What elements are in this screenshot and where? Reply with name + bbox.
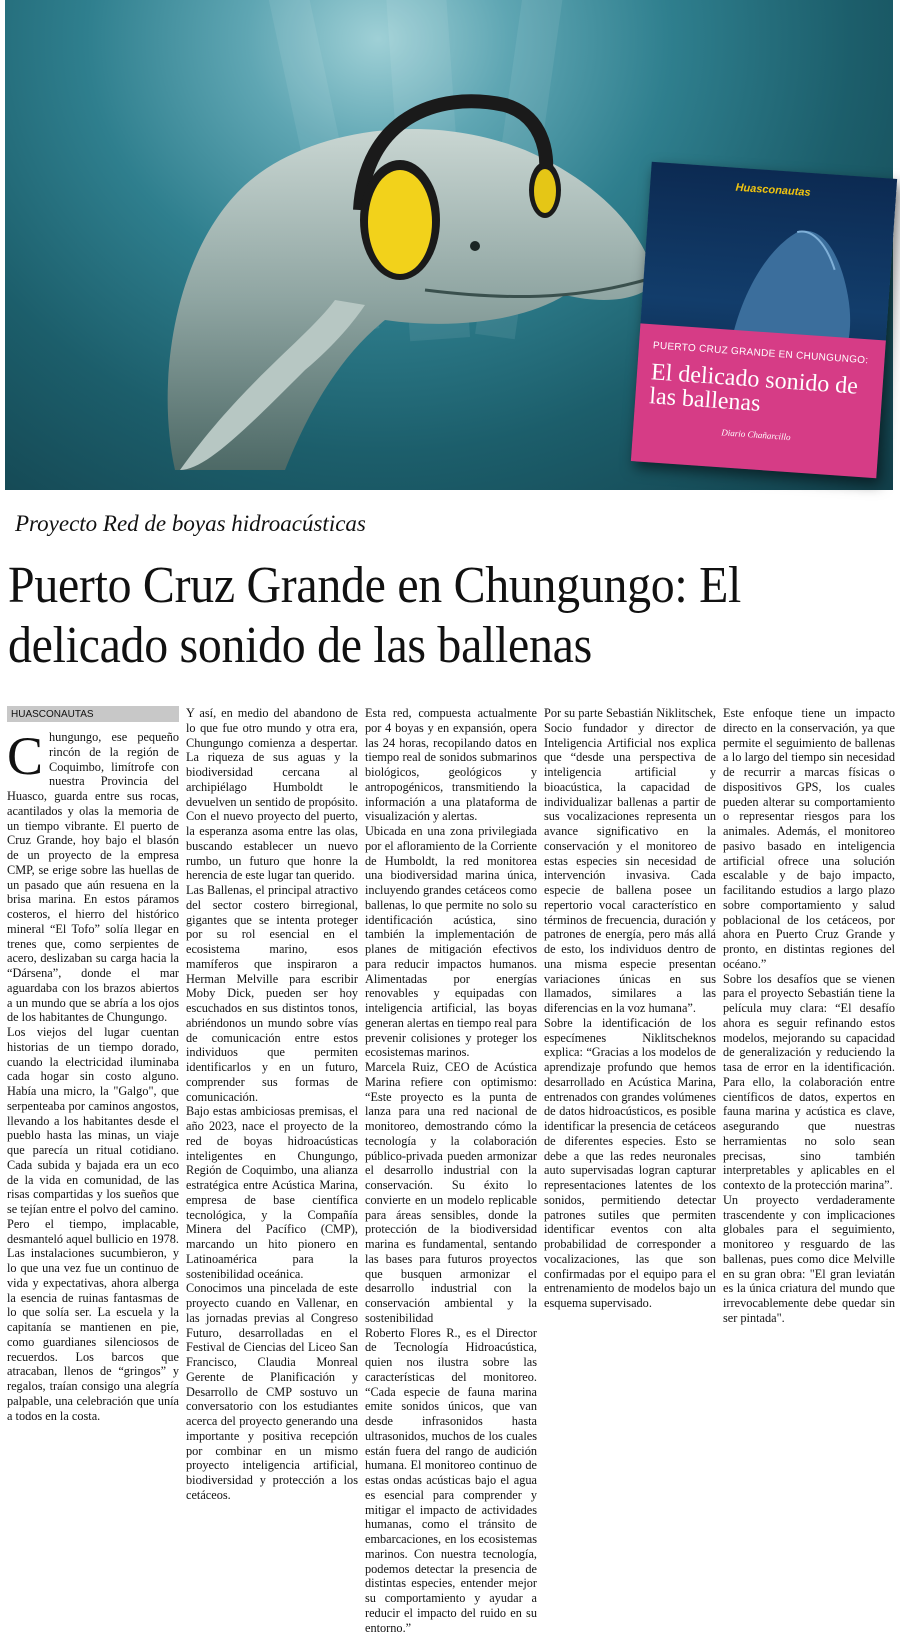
column-5: [723, 706, 895, 1430]
paragraph: Y así, en medio del abandono de lo que fue otro mundo y otra era, Chungungo comienza a despertar. La riqueza de sus aguas y la biodiversidad cercana al archipiélago Humboldt le devuelven un sentido de propósito. Con el nuevo proyecto del puerto, la esperanza asoma entre las olas, buscando establecer un nuevo rumbo, un futuro que honre la herencia de este lugar tan querido.: [186, 706, 358, 883]
paragraph: Este enfoque tiene un impacto directo en la conservación, ya que permite el seguimiento de ballenas a lo largo del tiempo sin necesidad de recurrir a marcas físicas o dispositivos GPS, los cuales pueden alterar su comportamiento o representar riesgos para los animales. Además, el monitoreo pasivo basado en inteligencia artificial ofrece una solución escalable y de bajo impacto, facilitando estudios a largo plazo sobre comportamiento y salud poblacional de los cetáceos, por ahora en Puerto Cruz Grande y pronto, en distintas regiones del océano.”: [723, 706, 895, 972]
paragraph: Conocimos una pincelada de este proyecto cuando en Vallenar, en las jornadas previas al Congreso Futuro, desarrolladas en el Festival de Ciencias del Liceo San Francisco, Claudia Monreal Gerente de Planificación y Desarrollo de CMP sostuvo un conversatorio con los estudiantes acerca del proyecto generando una importante y positiva recepción por combinar en un mismo proyecto inteligencia artificial, biodiversidad y protección a los cetáceos.: [186, 1281, 358, 1502]
cover-title: El delicado sonido de las ballenas: [649, 360, 876, 424]
paragraph: Un proyecto verdaderamente trascendente y con implicaciones globales para el seguimiento, monitoreo y resguardo de las ballenas, pues como dice Melville en su gran obra: "El gran leviatán es la única criatura del mundo que irrevocablemente debe quedar sin ser pintada".: [723, 1193, 895, 1326]
article-headline: [8, 556, 818, 676]
column-2: [186, 706, 358, 1430]
hero-photo: [5, 0, 893, 490]
drop-cap: C: [7, 734, 43, 778]
paragraph: Ubicada en una zona privilegiada por el afloramiento de la Corriente de Humboldt, la red monitorea una biodiversidad marina única, incluyendo grandes cetáceos como ballenas, lo que permite no solo su identificación acústica, sino también la implementación de planes de mitigación efectivos para reducir impactos humanos. Alimentadas por energías renovables y equipadas con inteligencia artificial, las boyas generan alertas en tiempo real para prevenir colisiones y proteger los ecosistemas marinos.: [365, 824, 537, 1060]
cover-brand-logo: Huasconautas: [650, 176, 896, 205]
paragraph: Sobre los desafíos que se vienen para el proyecto Sebastián tiene la película muy clara: “El desafío ahora es seguir refinando estos modelos, mejorando su capacidad de generalización y reduciendo la tasa de error en la identificación. Para ello, la colaboración entre científicos de datos, expertos en fauna marina y acústica es clave, asegurando que nuestras herramientas no solo sean precisas, sino también interpretables y aplicables en el contexto de la protección marina”.: [723, 972, 895, 1193]
cover-title-panel: [631, 323, 886, 478]
paragraph: Por su parte Sebastián Niklitschek, Socio fundador y director de Inteligencia Artificial nos explica que “desde una perspectiva de inteligencia artificial y bioacústica, la capacidad de individualizar ballenas a partir de sus vocalizaciones representa un avance significativo en la conservación y el monitoreo de estas especies sin necesidad de intervención invasiva. Cada especie de ballena posee un repertorio vocal característico en términos de frecuencia, duración y patrones de energía, pero más allá de esto, los individuos dentro de una misma especie presentan variaciones únicas en sus llamados, similares a las diferencias en la voz humana”.: [544, 706, 716, 1016]
paragraph: Sobre la identificación de los especímenes Niklitscheknos explica: “Gracias a los modelos de aprendizaje profundo que hemos desarrollado en Acústica Marina, entrenados con grandes volúmenes de datos hidroacústicos, es posible identificar la presencia de cetáceos de diferentes especies. Esto se debe a que las redes neuronales auto supervisadas logran capturar representaciones latentes de los sonidos, permitiendo detectar patrones sutiles que permiten identificar eventos con alta probabilidad de corresponder a vocalizaciones, las que son confirmadas por el equipo para el entrenamiento de modelos bajo un esquema supervisado.: [544, 1016, 716, 1311]
paragraph: Pero el tiempo, implacable, desmanteló aquel bullicio en 1978. Las instalaciones sucumbieron, y lo que una vez fue un continuo de vida y expectativas, ahora alberga la esencia de ruinas fantasmas de lo que solía ser. La escuela y la capitanía se mantienen en pie, como guardianes silenciosos de recuerdos. Los barcos que atracaban, llenos de “gringos” y regalos, traían consigo una alegría palpable, una celebración que unía a todos en la costa.: [7, 1217, 179, 1424]
section-tag: HUASCONAUTAS: [7, 706, 179, 722]
column-4: [544, 706, 716, 1430]
article-body: [7, 706, 895, 1430]
cover-kicker: PUERTO CRUZ GRANDE EN CHUNGUNGO:: [653, 340, 875, 366]
paragraph: Los viejos del lugar cuentan historias de un tiempo dorado, cuando la electricidad iluminaba cada hogar sin costo alguno. Había una micro, la "Galgo", que serpenteaba por caminos angostos, llevando a los habitantes desde el pueblo hasta las minas, un viaje que parecía un ritual cotidiano. Cada subida y bajada era un eco de la vida en comunidad, de las risas compartidas y los sueños que se tejían entre el polvo del camino.: [7, 1025, 179, 1217]
cover-footer: Diario Chañarcillo: [633, 421, 879, 448]
magazine-cover: [631, 162, 897, 478]
paragraph: Marcela Ruiz, CEO de Acústica Marina refiere con optimismo: “Este proyecto es la punta de lanza para una red nacional de monitoreo, demostrando cómo la tecnología y la colaboración público-privada pueden armonizar el desarrollo industrial con la conservación. Su éxito lo convierte en un modelo replicable para áreas sensibles, donde la protección de la biodiversidad marina es fundamental, sentando las bases para futuros proyectos que busquen armonizar el desarrollo industrial con la conservación ambiental y la sostenibilidad: [365, 1060, 537, 1326]
article-kicker: Proyecto Red de boyas hidroacústicas: [15, 511, 366, 537]
paragraph: Roberto Flores R., es el Director de Tecnología Hidroacústica, quien nos ilustra sobre las características del monitoreo. “Cada especie de fauna marina emite sonidos únicos, que van desde infrasonidos hasta ultrasonidos, muchos de los cuales están fuera del rango de audición humana. El monitoreo continuo de estas ondas acústicas bajo el agua es esencial para comprender y mitigar el impacto de actividades humanas, como el tránsito de embarcaciones, en los ecosistemas marinos. Con nuestra tecnología, podemos detectar la presencia de distintas especies, entender mejor su comportamiento y ayudar a reducir el impacto del ruido en su entorno.”: [365, 1326, 537, 1635]
paragraph: Chungungo, ese pequeño rincón de la región de Coquimbo, limítrofe con nuestra Provincia del Huasco, guarda entre sus rocas, acantilados y olas la memoria de un tiempo vibrante. El puerto de Cruz Grande, hoy bajo el blasón de un proyecto de la empresa CMP, se erige sobre las huellas de un pasado que aún resuena en la brisa marina. En estos páramos costeros, el hierro del histórico mineral “El Tofo” solía llegar en trenes que, como serpientes de acero, deslizaban su carga hacia la “Dársena”, donde el mar aguardaba con los brazos abiertos a un mundo que se abría a los ojos de los habitantes de Chungungo.: [7, 730, 179, 1025]
column-1: [7, 706, 179, 1430]
paragraph: Bajo estas ambiciosas premisas, el año 2023, nace el proyecto de la red de boyas hidroacústicas inteligentes en Chungungo, Región de Coquimbo, una alianza estratégica entre Acústica Marina, empresa de base científica tecnológica, y la Compañía Minera del Pacífico (CMP), marcando un hito pionero en Latinoamérica para la sostenibilidad oceánica.: [186, 1104, 358, 1281]
paragraph: Esta red, compuesta actualmente por 4 boyas y en expansión, opera las 24 horas, recopilando datos en tiempo real de sonidos submarinos biológicos, geológicos y antropogénicos, transmitiendo la información a una plataforma de visualización y alertas.: [365, 706, 537, 824]
paragraph: Las Ballenas, el principal atractivo del sector costero birregional, gigantes que se intenta proteger por su rol esencial en el ecosistema marino, esos mamíferos que inspiraron a Herman Melville para escribir Moby Dick, pueden ser hoy escuchados en sus distintos tonos, abriéndonos un mundo sobre vías de comunicación entre estos individuos que permiten identificarlos y en un futuro, comprender sus formas de comunicación.: [186, 883, 358, 1104]
headline-line-2: delicado sonido de las ballenas: [8, 617, 592, 674]
column-3: [365, 706, 537, 1430]
headline-line-1: Puerto Cruz Grande en Chungungo: El: [8, 557, 741, 614]
